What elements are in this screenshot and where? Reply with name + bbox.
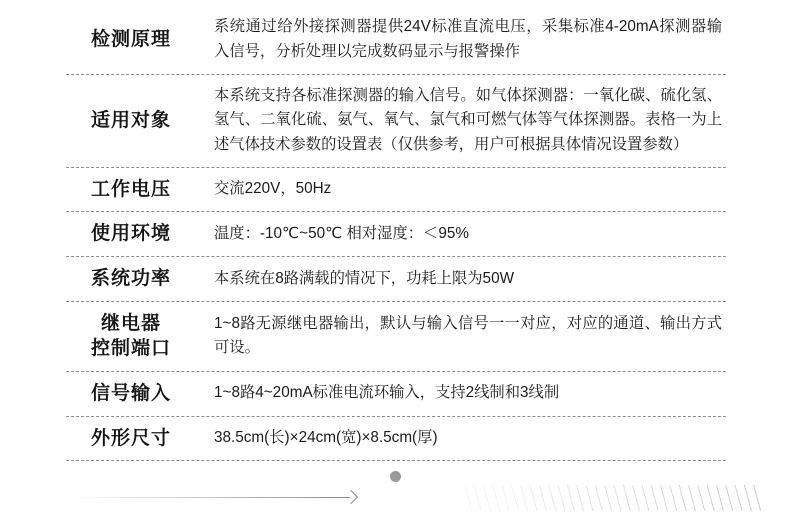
row-value: 温度：-10℃~50℃ 相对湿度：＜95% xyxy=(214,224,469,242)
row-label xyxy=(66,311,202,362)
row-value: 系统通过给外接探测器提供24V标准直流电压，采集标准4-20mA探测器输入信号，分析处理以完成数码显示与报警操作 xyxy=(214,18,722,60)
row-label xyxy=(66,84,202,158)
row-label-text: 信号输入 xyxy=(90,383,171,405)
row-label-text: 工作电压 xyxy=(90,178,171,200)
row-label-text: 外形尺寸 xyxy=(90,427,171,449)
row-value: 本系统在8路满载的情况下，功耗上限为50W xyxy=(214,269,515,287)
row-value: 本系统支持各标准探测器的输入信号。如气体探测器：一氧化碳、硫化氢、氢气、二氧化硫、氨气、氧气、氯气和可燃气体等气体探测器。表格一为上述气体技术参数的设置表（仅供参考，用户可根据具体情况设置参数） xyxy=(214,86,722,154)
row-value: 交流220V，50Hz xyxy=(214,180,332,198)
hatch-lines-decoration xyxy=(462,485,762,511)
table-row xyxy=(66,6,726,75)
row-label-text: 检测原理 xyxy=(90,28,171,50)
arrow-right-icon xyxy=(72,487,372,509)
table-row xyxy=(66,372,726,417)
row-label-text: 适用对象 xyxy=(90,109,171,131)
table-row xyxy=(66,168,726,213)
row-label-text: 系统功率 xyxy=(90,268,171,290)
table-row xyxy=(66,417,726,462)
table-row xyxy=(66,257,726,302)
dot-icon xyxy=(390,471,401,482)
row-label xyxy=(66,177,202,203)
row-label-text: 继电器 控制端口 xyxy=(90,312,171,360)
table-row xyxy=(66,75,726,168)
spec-table xyxy=(66,6,726,461)
row-label xyxy=(66,426,202,452)
row-label xyxy=(66,221,202,247)
row-label-text: 使用环境 xyxy=(90,223,171,245)
footer-decoration xyxy=(0,465,790,525)
table-row xyxy=(66,212,726,257)
table-row xyxy=(66,302,726,372)
row-label xyxy=(66,15,202,65)
row-value: 1~8路无源继电器输出，默认与输入信号一一对应，对应的通道、输出方式可设。 xyxy=(214,314,722,357)
row-value: 38.5cm(长)×24cm(宽)×8.5cm(厚) xyxy=(214,429,438,447)
row-value: 1~8路4~20mA标准电流环输入，支持2线制和3线制 xyxy=(214,384,560,402)
row-label xyxy=(66,381,202,407)
row-label xyxy=(66,266,202,292)
